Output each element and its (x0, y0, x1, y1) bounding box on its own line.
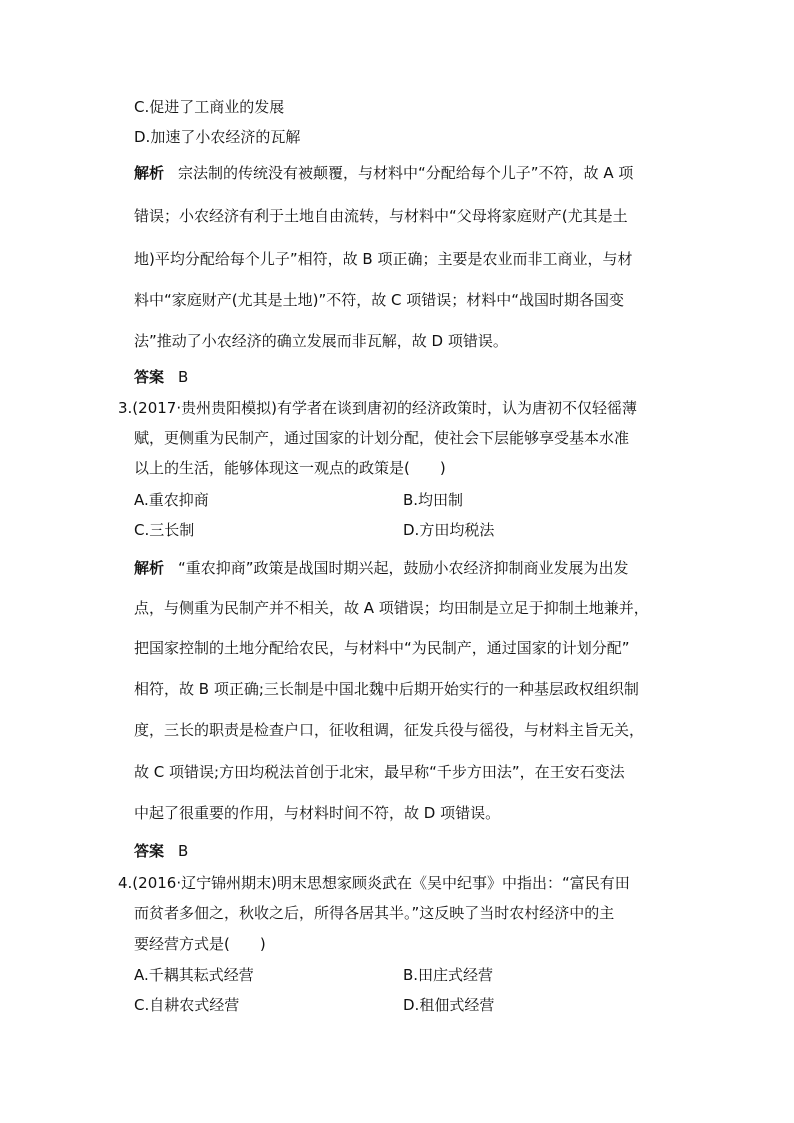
q3-answer-label: 答案 (134, 842, 165, 860)
q2-analysis-line-1 (134, 163, 633, 183)
q3-analysis-label: 解析 (134, 559, 165, 577)
q4-option-c: C.自耕农式经营 (134, 996, 240, 1014)
q3-analysis-line-2: 点，与侧重为民制产并不相关，故 A 项错误；均田制是立足于抑制土地兼并， (134, 599, 649, 617)
q3-option-a: A.重农抑商 (134, 491, 209, 509)
q4-stem-line-1: 4.(2016·辽宁锦州期末)明末思想家顾炎武在《吴中纪事》中指出：“富民有田 (118, 874, 630, 892)
q4-options-row-1 (134, 965, 634, 985)
q2-analysis-line-4: 料中“家庭财产(尤其是土地)”不符，故 C 项错误；材料中“战国时期各国变 (134, 291, 625, 309)
q2-answer-label: 答案 (134, 368, 165, 386)
q4-option-b: B.田庄式经营 (403, 966, 494, 984)
q2-option-d: D.加速了小农经济的瓦解 (134, 128, 301, 146)
q2-answer-value: B (178, 368, 189, 386)
q2-analysis-line-5: 法”推动了小农经济的确立发展而非瓦解，故 D 项错误。 (134, 332, 508, 350)
q4-stem-line-2: 而贫者多佃之，秋收之后，所得各居其半。”这反映了当时农村经济中的主 (134, 904, 615, 922)
q3-options-row-1 (134, 490, 634, 510)
q4-stem-line-3: 要经营方式是( ) (134, 935, 266, 953)
q3-option-d: D.方田均税法 (403, 521, 495, 539)
q3-option-c: C.三长制 (134, 521, 195, 539)
q3-analysis-text: “重农抑商”政策是战国时期兴起，鼓励小农经济抑制商业发展为出发 (178, 559, 629, 577)
q3-answer (134, 841, 188, 861)
q3-analysis-line-3: 把国家控制的土地分配给农民，与材料中“为民制产，通过国家的计划分配” (134, 639, 630, 657)
q2-analysis-line-2: 错误；小农经济有利于土地自由流转，与材料中“父母将家庭财产(尤其是土 (134, 207, 628, 225)
q3-analysis-line-7: 中起了很重要的作用，与材料时间不符，故 D 项错误。 (134, 804, 501, 822)
q2-analysis-label: 解析 (134, 164, 165, 182)
q3-option-b: B.均田制 (403, 491, 464, 509)
q3-analysis-line-1 (134, 558, 629, 578)
q2-analysis-text: 宗法制的传统没有被颠覆，与材料中“分配给每个儿子”不符，故 A 项 (178, 164, 634, 182)
q3-stem-line-3: 以上的生活，能够体现这一观点的政策是( ) (134, 459, 446, 477)
q3-analysis-line-4: 相符，故 B 项正确;三长制是中国北魏中后期开始实行的一种基层政权组织制 (134, 680, 639, 698)
q4-option-d: D.租佃式经营 (403, 996, 495, 1014)
q2-option-c: C.促进了工商业的发展 (134, 98, 285, 116)
q3-stem-line-2: 赋，更侧重为民制产，通过国家的计划分配，使社会下层能够享受基本水准 (134, 429, 630, 447)
q2-analysis-line-3: 地)平均分配给每个儿子”相符，故 B 项正确；主要是农业而非工商业，与材 (134, 250, 633, 268)
q4-options-row-2 (134, 995, 634, 1015)
q3-analysis-line-5: 度，三长的职责是检查户口，征收租调，征发兵役与徭役，与材料主旨无关， (134, 721, 645, 739)
q3-stem-line-1: 3.(2017·贵州贵阳模拟)有学者在谈到唐初的经济政策时，认为唐初不仅轻徭薄 (118, 399, 637, 417)
q3-analysis-line-6: 故 C 项错误;方田均税法首创于北宋，最早称“千步方田法”，在王安石变法 (134, 763, 625, 781)
q3-options-row-2 (134, 520, 634, 540)
q4-option-a: A.千耦其耘式经营 (134, 966, 254, 984)
q3-answer-value: B (178, 842, 189, 860)
q2-answer (134, 367, 188, 387)
